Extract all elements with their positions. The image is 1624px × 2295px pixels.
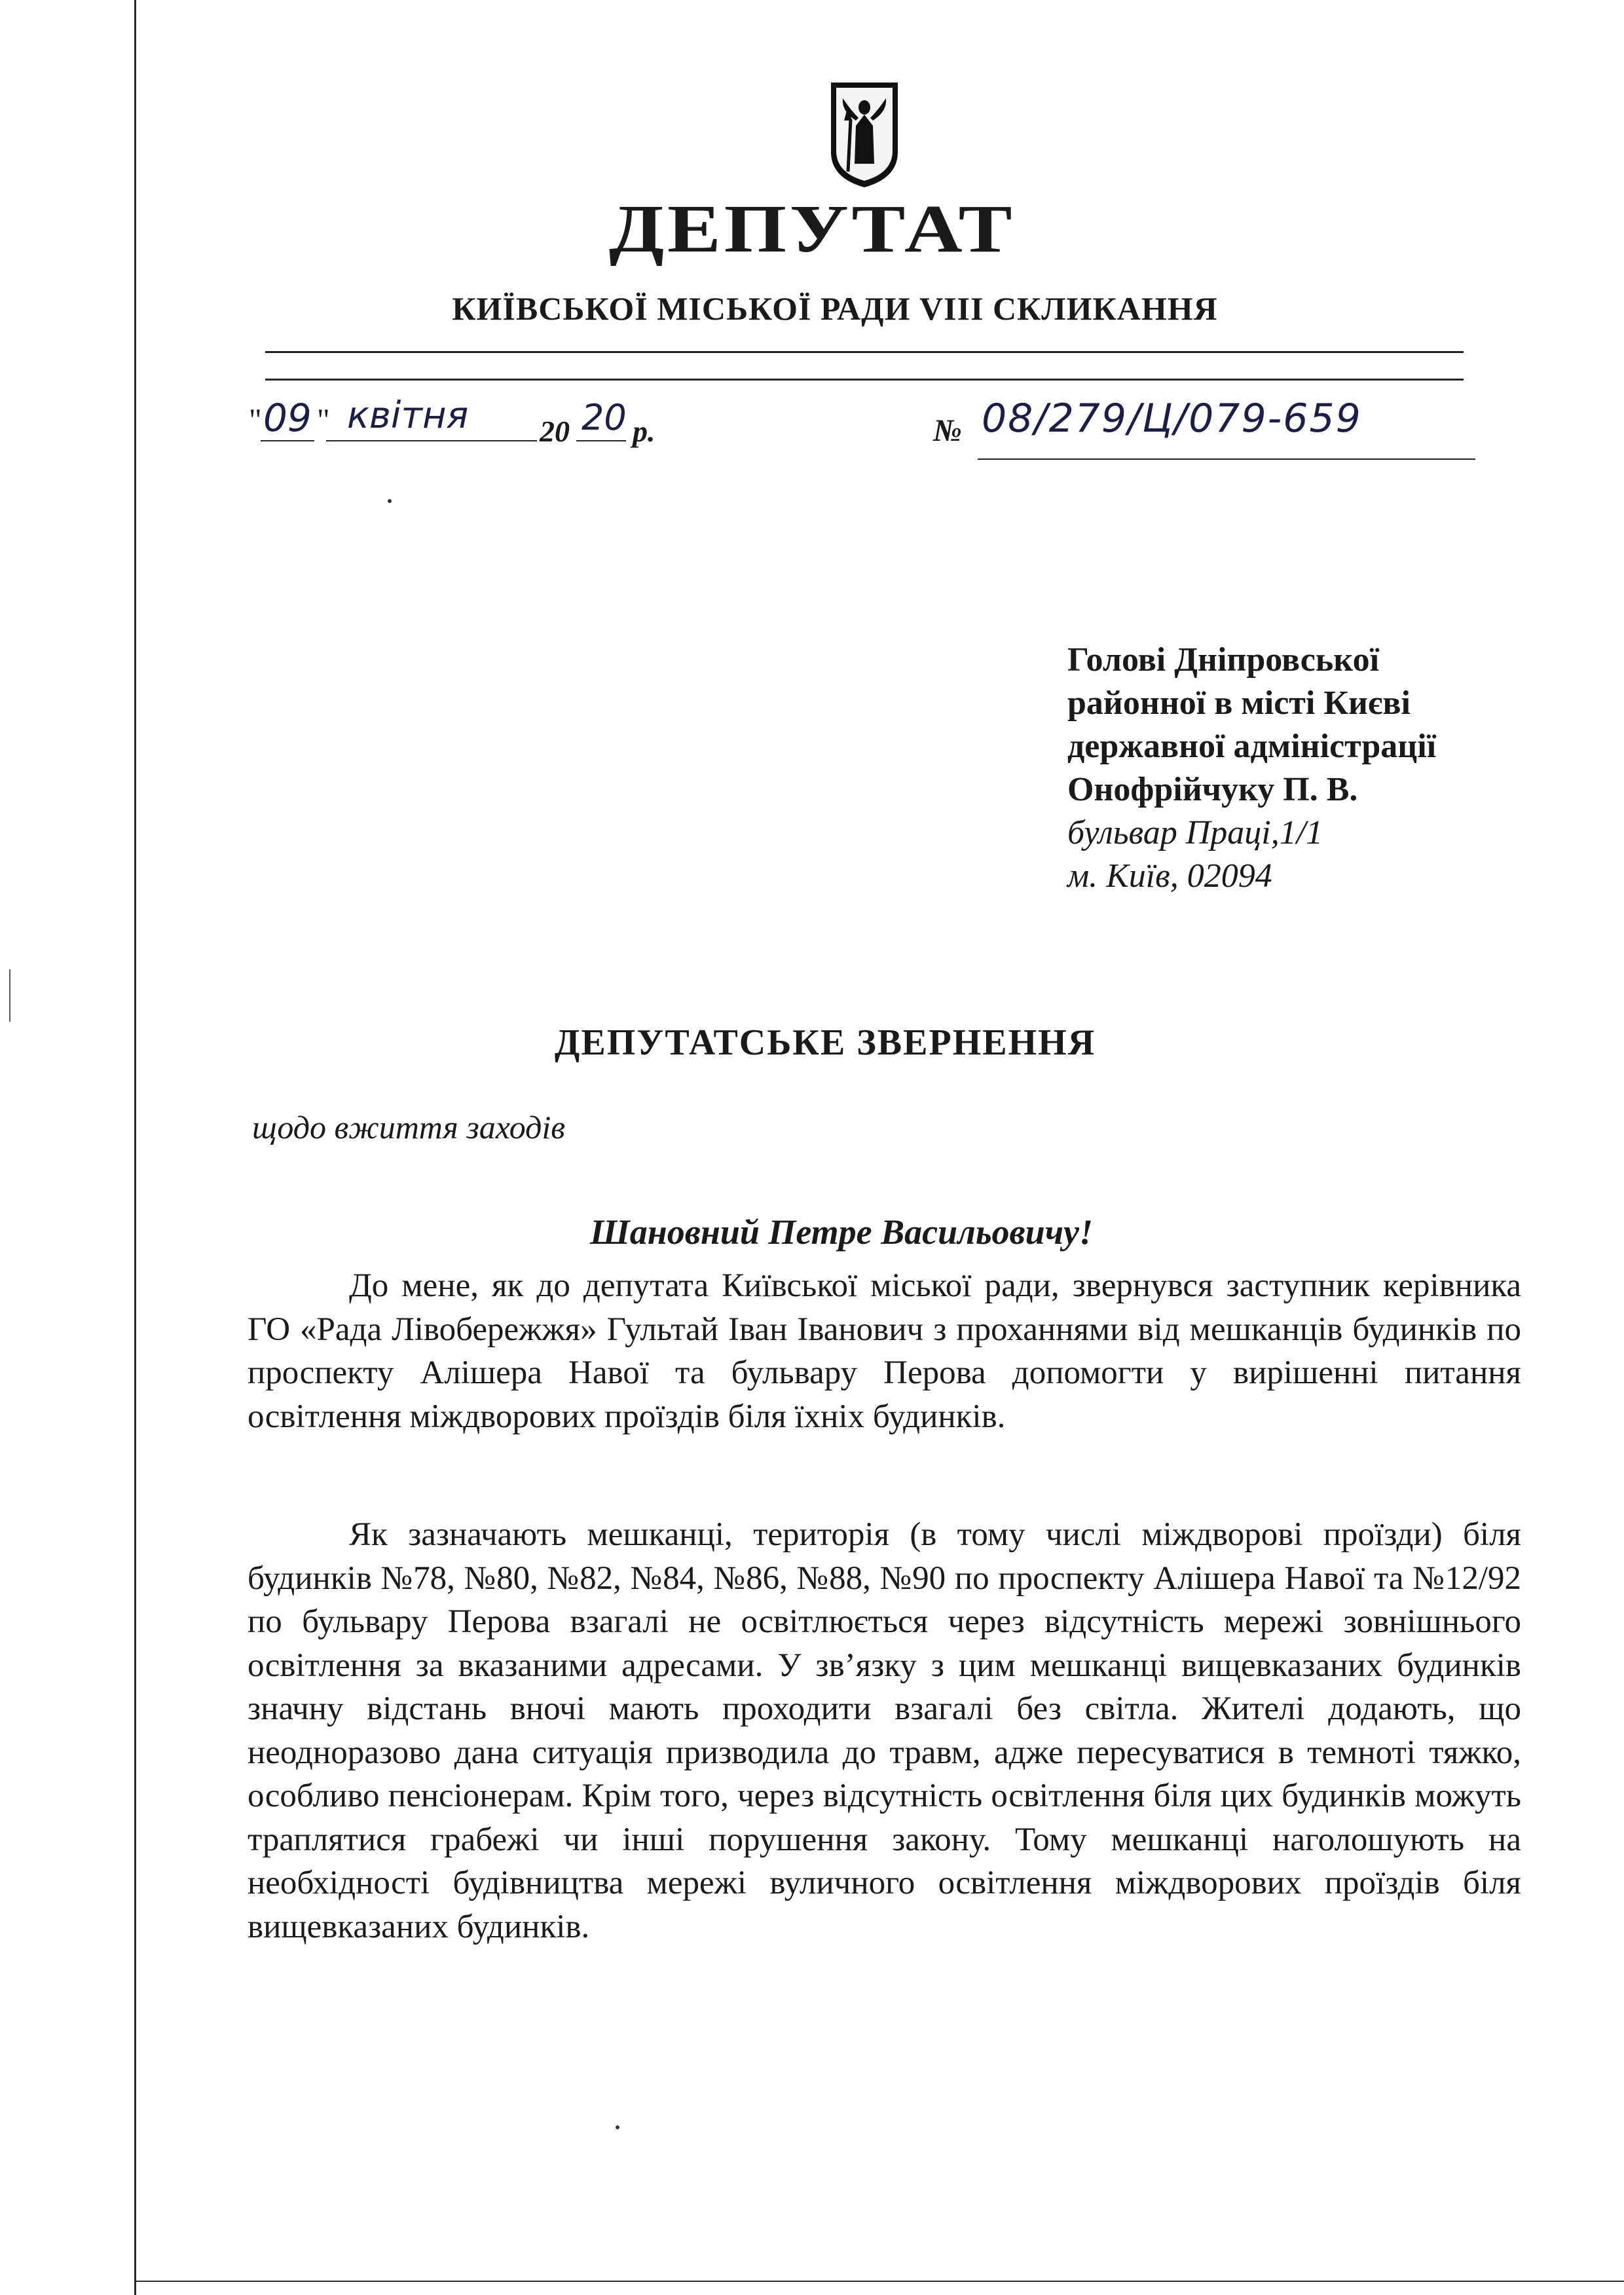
date-open-quote: " [249, 403, 262, 438]
scan-speck-bottom [616, 2125, 619, 2129]
letterhead-rule-top [265, 351, 1464, 353]
letterhead-subtitle: КИЇВСЬКОЇ МІСЬКОЇ РАДИ VIII СКЛИКАННЯ [452, 290, 1218, 327]
salutation: Шановний Петре Васильовичу! [589, 1212, 1094, 1252]
addressee-line-3: державної адміністрації [1067, 728, 1437, 765]
addressee-line-2: районної в місті Києві [1067, 684, 1411, 722]
document-subject: щодо вжиття заходів [252, 1109, 565, 1146]
registration-number: 08/279/Ц/079-659 [982, 396, 1362, 441]
date-year-unit: р. [633, 415, 655, 448]
scan-edge-mark [9, 969, 10, 1022]
scan-border-left [134, 0, 136, 2295]
registration-label: № [933, 413, 962, 448]
addressee-name: Онофрійчуку П. В. [1067, 771, 1358, 808]
scan-border-bottom [134, 2281, 1624, 2282]
addressee-street: бульвар Праці,1/1 [1067, 814, 1323, 851]
registration-line [933, 396, 1477, 455]
date-year-suffix: 20 [581, 397, 627, 438]
kyiv-coat-of-arms-icon [828, 80, 900, 190]
document-title: ДЕПУТАТСЬКЕ ЗВЕРНЕННЯ [554, 1022, 1096, 1063]
date-line [249, 396, 707, 455]
date-month: квітня [347, 394, 469, 437]
date-day-underline [261, 440, 314, 441]
date-year-underline [576, 440, 626, 441]
date-month-underline [326, 440, 537, 441]
date-year-prefix: 20 [540, 415, 570, 448]
letterhead-rule-bottom [265, 379, 1464, 381]
addressee-line-1: Голові Дніпровської [1067, 641, 1380, 679]
letterhead-title: ДЕПУТАТ [608, 191, 1016, 267]
body-paragraph-1: До мене, як до депутата Київської міської ради, звернувся заступник керівника ГО «Рада Лівобережжя» Гультай Іван Іванович з проханнями від мешканців будинків по проспекту Алішера Навої та бульвару Перова допомогти у вирішенні питання освітлення міждворових проїздів біля їхніх будинків. [248, 1267, 1521, 1435]
date-day: 09 [263, 396, 312, 440]
addressee-block [1067, 639, 1436, 898]
date-close-quote: " [317, 403, 330, 438]
scan-speck [388, 499, 392, 503]
body-paragraph-2: Як зазначають мешканці, територія (в тому числі міждворові проїзди) біля будинків №78, №80, №82, №84, №86, №88, №90 по проспекту Алішера Навої та №12/92 по бульвару Перова взагалі не освітлюється через відсутність мережі зовнішнього освітлення за вказаними адресами. У зв’язку з цим мешканці вищевказаних будинків значну відстань вночі мають проходити взагалі без світла. Жителі додають, що неодноразово дана ситуація призводила до травм, адже пересуватися в темноті тяжко, особливо пенсіонерам. Крім того, через відсутність освітлення біля цих будинків можуть траплятися грабежі чи інші порушення закону. Тому мешканці наголошують на необхідності будівництва мережі вуличного освітлення міждворових проїздів біля вищевказаних будинків. [248, 1516, 1521, 1945]
addressee-city: м. Київ, 02094 [1067, 857, 1272, 895]
registration-underline [978, 458, 1475, 460]
